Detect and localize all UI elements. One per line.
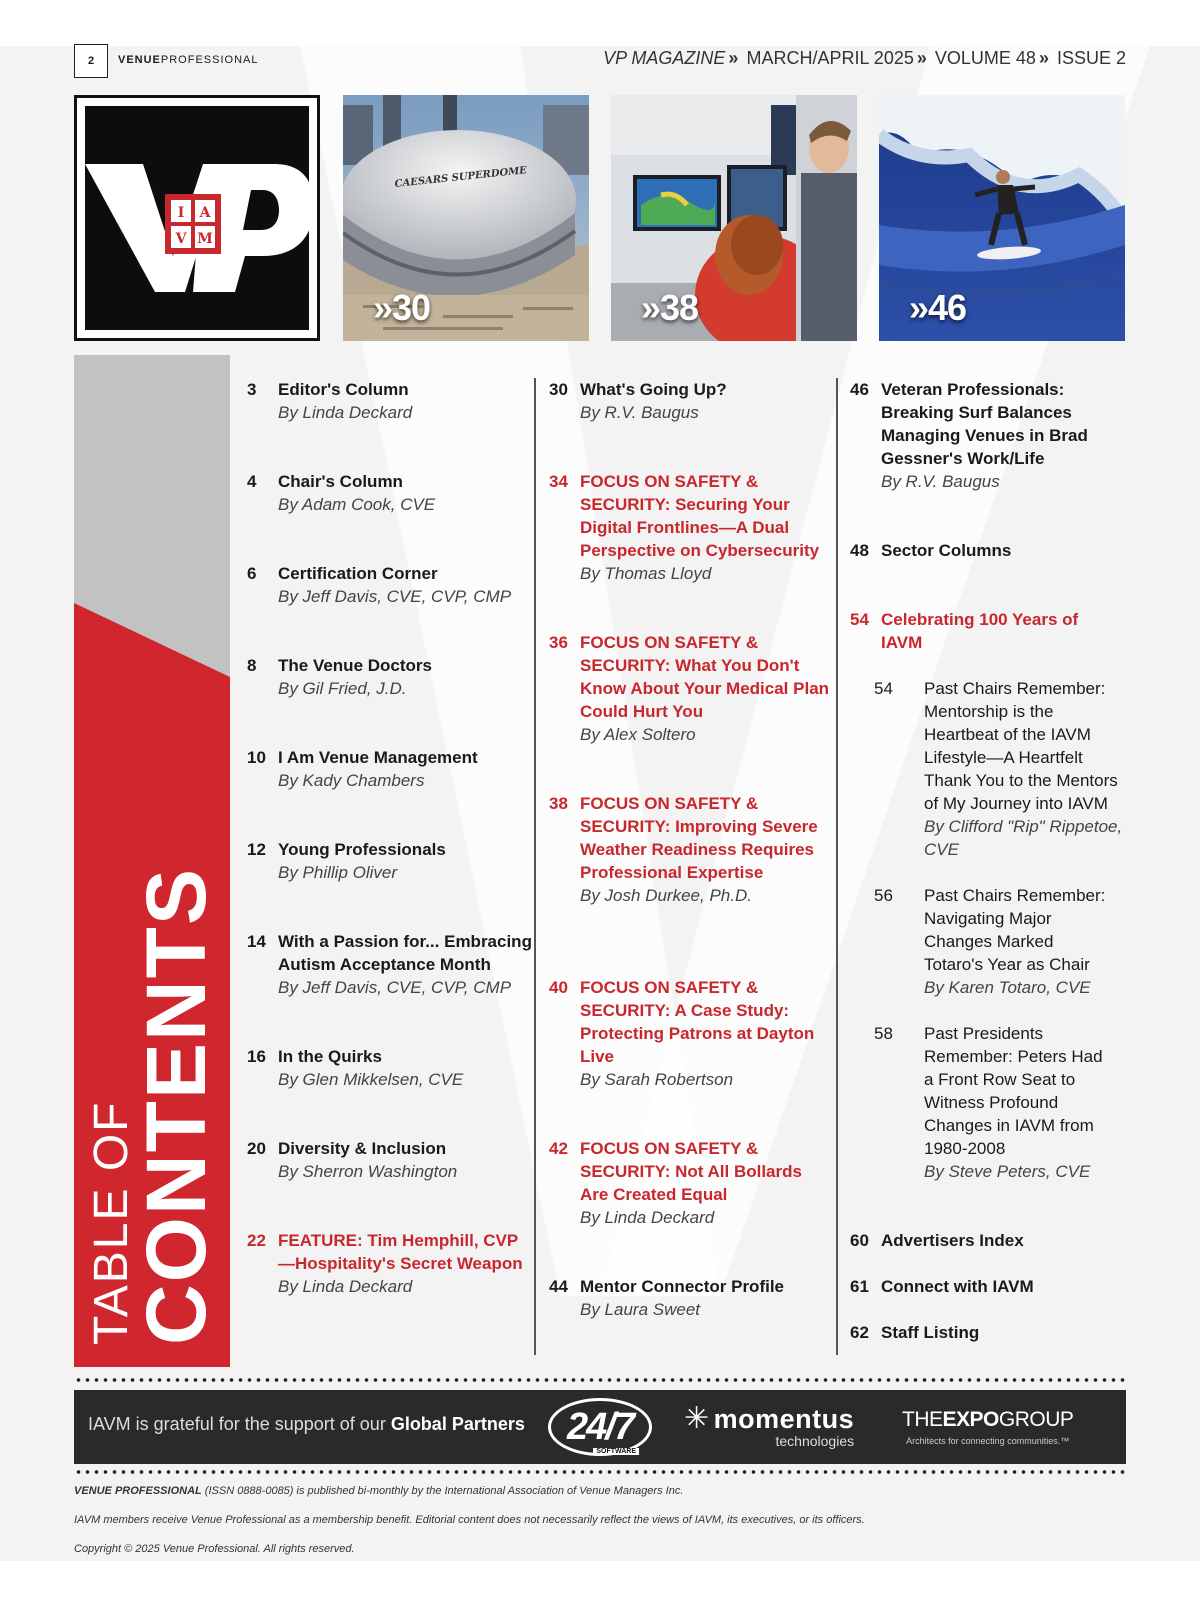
- toc-entry[interactable]: 61 Connect with IAVM: [850, 1277, 1034, 1296]
- partners-text: IAVM is grateful for the support of our Global Partners: [88, 1414, 525, 1434]
- toc-entry[interactable]: 3 Editor's Column By Linda Deckard: [247, 380, 413, 422]
- toc-heading: TABLE OF CONTENTS: [85, 867, 223, 1345]
- page-number: 2: [74, 44, 108, 78]
- tile-page-30: »30: [373, 287, 431, 328]
- toc-entry-sub[interactable]: 56 Past Chairs Remember: Navigating Major Changes Marked Totaro's Year as Chair By Karen Totaro, CVE: [874, 886, 1106, 997]
- partner-logo-expo-group[interactable]: THEEXPOGROUP Architects for connecting communities.™: [902, 1408, 1074, 1446]
- tile-page-46: »46: [909, 287, 967, 328]
- vp-logo: [74, 95, 320, 341]
- toc-entry[interactable]: 44 Mentor Connector Profile By Laura Sweet: [549, 1277, 785, 1319]
- copyright: Copyright © 2025 Venue Professional. All rights reserved.: [74, 1543, 355, 1555]
- column-divider: [836, 378, 838, 1355]
- tile-page-38: »38: [641, 287, 699, 328]
- dotted-rule: [74, 1470, 1126, 1474]
- toc-entry-centennial[interactable]: 54 Celebrating 100 Years of IAVM: [850, 610, 1079, 652]
- toc-entry[interactable]: 46 Veteran Professionals: Breaking Surf Balances Managing Venues in Brad Gessner's Work/Life By R.V. Baugus: [850, 380, 1088, 491]
- toc-entry[interactable]: 30 What's Going Up? By R.V. Baugus: [549, 380, 727, 422]
- photo-tile-surf[interactable]: [879, 95, 1125, 341]
- partner-logo-247-software[interactable]: 24/7 SOFTWARE: [548, 1398, 652, 1456]
- toc-entry[interactable]: 12 Young Professionals By Phillip Oliver: [247, 840, 446, 882]
- toc-entry[interactable]: 8 The Venue Doctors By Gil Fried, J.D.: [247, 656, 432, 698]
- toc-entry-sub[interactable]: 54 Past Chairs Remember: Mentorship is the Heartbeat of the IAVM Lifestyle—A Heartfelt Thank You to the Mentors of My Journey into IAVM By Clifford "Rip" Rippetoe, CVE: [874, 679, 1123, 859]
- photo-tile-stadium[interactable]: [343, 95, 589, 341]
- toc-entry-safety[interactable]: 40 FOCUS ON SAFETY & SECURITY: A Case Study: Protecting Patrons at Dayton Live By Sarah Robertson: [549, 978, 815, 1089]
- issue-line: VP MAGAZINE » MARCH/APRIL 2025 » VOLUME 48 » ISSUE 2: [603, 48, 1126, 68]
- toc-entry-safety[interactable]: 38 FOCUS ON SAFETY & SECURITY: Improving Severe Weather Readiness Requires Professional Expertise By Josh Durkee, Ph.D.: [549, 794, 818, 905]
- logo-badge-m: M: [197, 231, 213, 247]
- toc-entry[interactable]: 4 Chair's Column By Adam Cook, CVE: [247, 472, 436, 514]
- column-divider: [534, 378, 536, 1355]
- toc-entry[interactable]: 6 Certification Corner By Jeff Davis, CVE, CVP, CMP: [247, 564, 512, 606]
- toc-entry-safety[interactable]: 42 FOCUS ON SAFETY & SECURITY: Not All Bollards Are Created Equal By Linda Deckard: [549, 1139, 802, 1227]
- toc-entry-sub[interactable]: 58 Past Presidents Remember: Peters Had a Front Row Seat to Witness Profound Changes in IAVM from 1980-2008 By Steve Peters, CVE: [874, 1024, 1103, 1181]
- toc-entry[interactable]: 48 Sector Columns: [850, 541, 1012, 560]
- asterisk-icon: ✳: [684, 1402, 710, 1435]
- toc-entry[interactable]: 16 In the Quirks By Glen Mikkelsen, CVE: [247, 1047, 464, 1089]
- toc-entry[interactable]: 62 Staff Listing: [850, 1323, 980, 1342]
- publication-notice: VENUE PROFESSIONAL (ISSN 0888-0085) is published bi-monthly by the International Association of Venue Managers Inc.: [74, 1485, 684, 1497]
- global-partners-banner: [74, 1390, 1126, 1464]
- toc-entry-safety[interactable]: 34 FOCUS ON SAFETY & SECURITY: Securing Your Digital Frontlines—A Dual Perspective on Cybersecurity By Thomas Lloyd: [549, 472, 820, 583]
- svg-text:CAESARS SUPERDOME: CAESARS SUPERDOME: [394, 165, 528, 190]
- vp-logo-mark: [85, 106, 309, 330]
- logo-badge-a: A: [199, 205, 211, 221]
- dotted-rule: [74, 1378, 1126, 1382]
- brand-name: VENUEPROFESSIONAL: [118, 54, 259, 66]
- toc-entry[interactable]: 60 Advertisers Index: [850, 1231, 1024, 1250]
- logo-badge-i: I: [177, 205, 185, 221]
- toc-entry-safety[interactable]: 36 FOCUS ON SAFETY & SECURITY: What You Don't Know About Your Medical Plan Could Hurt You By Alex Soltero: [549, 633, 830, 744]
- toc-entry[interactable]: 20 Diversity & Inclusion By Sherron Washington: [247, 1139, 458, 1181]
- toc-entry-feature[interactable]: 22 FEATURE: Tim Hemphill, CVP—Hospitality's Secret Weapon By Linda Deckard: [247, 1231, 523, 1296]
- partner-logo-momentus[interactable]: ✳ momentus technologies: [684, 1402, 855, 1449]
- logo-badge-v: V: [175, 231, 187, 247]
- toc-entry[interactable]: 14 With a Passion for... Embracing Autism Acceptance Month By Jeff Davis, CVE, CVP, CMP: [247, 932, 532, 997]
- photo-tile-weather[interactable]: [611, 95, 857, 341]
- toc-entry[interactable]: 10 I Am Venue Management By Kady Chambers: [247, 748, 478, 790]
- membership-notice: IAVM members receive Venue Professional as a membership benefit. Editorial content does not necessarily reflect the views of IAVM, its executives, or its officers.: [74, 1514, 865, 1526]
